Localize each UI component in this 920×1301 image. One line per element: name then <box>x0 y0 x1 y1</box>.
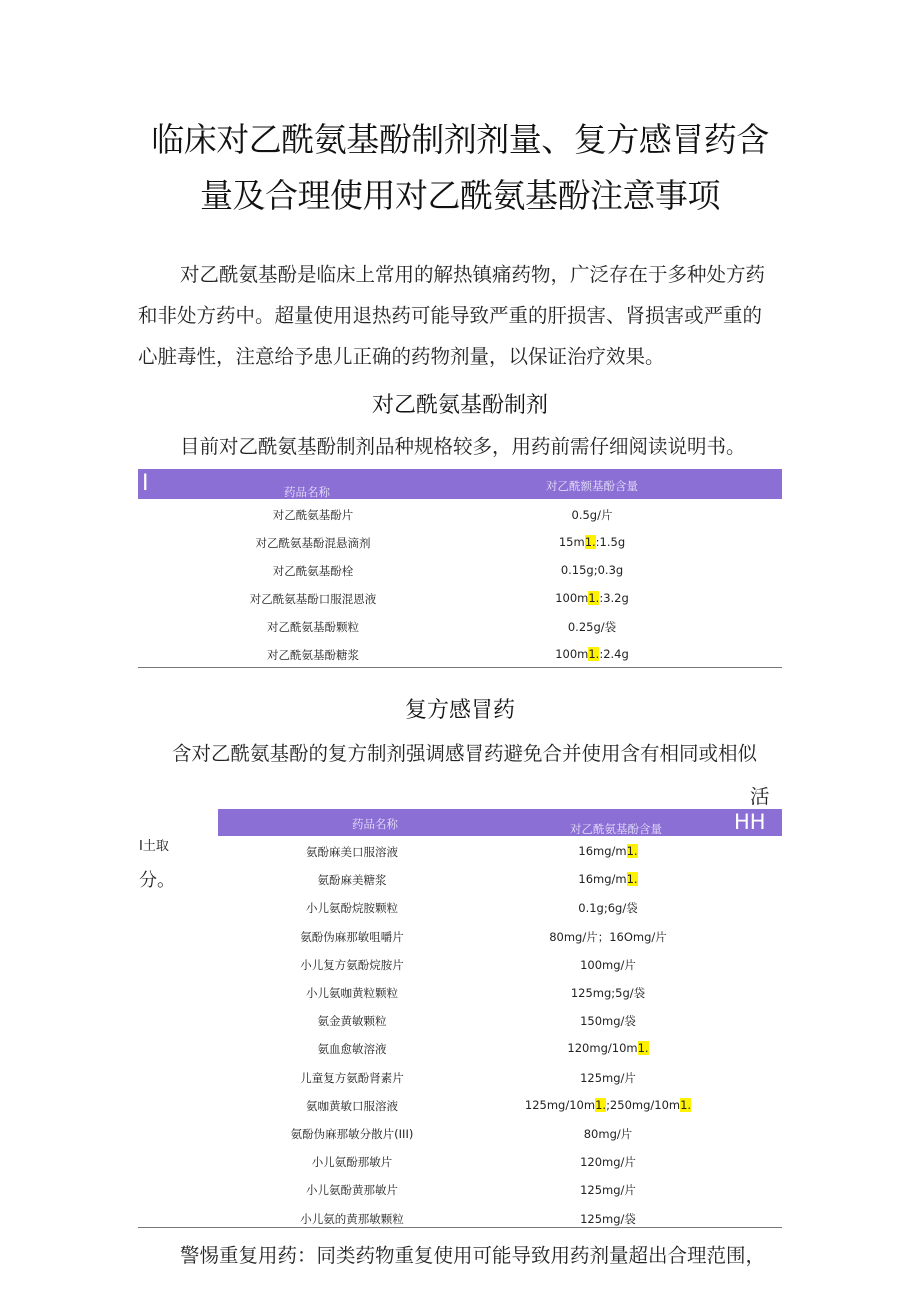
table-row-name: 氨酚伪麻那敏分散片(III) <box>290 1127 414 1141</box>
side-label-1: I土取 <box>139 839 169 854</box>
table2-header <box>218 809 782 836</box>
table-row-name: 小儿复方氨酚烷胺片 <box>300 957 404 972</box>
highlight-mark: 1. <box>626 872 638 887</box>
table-row-value: 0.15g;0.3g <box>560 563 624 577</box>
table2-col-extra-header: HH <box>734 810 766 834</box>
highlight-mark: 1. <box>680 1097 692 1112</box>
highlight-mark: 1. <box>584 535 596 549</box>
highlight-mark: 1. <box>626 844 638 858</box>
table1-header <box>138 469 782 499</box>
table-row-value: 0.25g/袋 <box>567 620 617 634</box>
table-row-value: 80mg/片 <box>583 1127 633 1141</box>
table-row-name: 小儿氨的黄那敏颗粒 <box>300 1211 404 1226</box>
table-row-name: 小儿氨咖黄粒颗粒 <box>306 986 398 1000</box>
table2-col-name-header: 药品名称 <box>352 817 398 831</box>
intro-line-3: 心脏毒性，注意给予患儿正确的药物剂量，以保证治疗效果。 <box>138 345 665 368</box>
table1-col-name-header: 药品名称 <box>284 485 330 499</box>
table-row-value: 0.5g/片 <box>571 508 613 522</box>
table-row-name: 氨酚麻美口服溶液 <box>306 845 398 859</box>
intro-line-1: 对乙酰氨基酚是临床上常用的解热镇痛药物，广泛存在于多种处方药 <box>180 263 766 286</box>
table-row-value: 125mg;5g/袋 <box>570 986 646 1000</box>
highlight-mark: 1. <box>588 591 600 605</box>
table-row-value: 16mg/m1. <box>578 872 638 887</box>
table-row-value: 125mg/10m1.;250mg/10m1. <box>524 1097 692 1112</box>
section-text-preparations: 目前对乙酰氨基酚制剂品种规格较多，用药前需仔细阅读说明书。 <box>180 435 746 458</box>
section-heading-compound-cold: 复方感冒药 <box>404 698 515 723</box>
intro-line-2: 和非处方药中。超量使用退热药可能导致严重的肝损害、肾损害或严重的 <box>138 304 763 327</box>
table1-bottom-rule <box>138 667 782 668</box>
section-text-tail: 活 <box>750 785 770 808</box>
table-row-value: 120mg/10m1. <box>567 1041 649 1056</box>
table-row-name: 小儿氨酚黄那敏片 <box>306 1183 398 1198</box>
table-row-value: 80mg/片；16Omg/片 <box>549 929 667 944</box>
table-row-name: 对乙酰氨基酚混悬滴剂 <box>255 536 371 550</box>
side-label-2: 分。 <box>139 870 175 891</box>
table-row-name: 氨酚伪麻那敏咀嚼片 <box>300 929 404 944</box>
table-row-name: 对乙酰氨基酚口服混恩液 <box>249 592 377 606</box>
table-row-name: 对乙酰氨基酚糖浆 <box>267 648 359 662</box>
page-title-line-2: 量及合理使用对乙酰氨基酚注意事项 <box>200 176 720 215</box>
table-row-value: 150mg/袋 <box>580 1014 636 1029</box>
table-row-name: 氨血愈敏溶液 <box>317 1042 387 1057</box>
table1-marker: I <box>142 471 149 496</box>
highlight-mark: 1. <box>588 647 600 661</box>
table-row-name: 小儿氨酚那敏片 <box>311 1155 393 1170</box>
table-row-value: 125mg/片 <box>580 1070 636 1085</box>
table1-col-content-header: 对乙酰额基酚含量 <box>546 479 638 493</box>
table-row-name: 对乙酰氨基酚颗粒 <box>267 620 359 634</box>
table-row-name: 氨金黄敏颗粒 <box>317 1014 387 1029</box>
table-row-name: 小儿氨酚烷胺颗粒 <box>306 901 398 916</box>
table-row-name: 儿童复方氨酚肾素片 <box>300 1070 404 1085</box>
section-text-compound-cold: 含对乙酰氨基酚的复方制剂强调感冒药避免合并使用含有相同或相似 <box>172 742 758 765</box>
table-row-value: 100mg/片 <box>580 957 636 972</box>
highlight-mark: 1. <box>637 1041 649 1056</box>
table-row-value: 0.1g;6g/袋 <box>578 901 638 916</box>
table-row-name: 对乙酰氨基酚栓 <box>272 564 354 578</box>
table-row-value: 16mg/m1. <box>578 844 638 858</box>
table2-bottom-rule <box>138 1227 782 1228</box>
table-row-value: 120mg/片 <box>580 1155 636 1170</box>
table-row-name: 氨酚麻美糖浆 <box>317 873 387 888</box>
table-row-name: 氨咖黄敏口服溶液 <box>306 1098 398 1113</box>
table-row-value: 125mg/袋 <box>580 1211 636 1226</box>
table-row-value: 100m1.:3.2g <box>555 591 629 605</box>
highlight-mark: 1. <box>595 1097 607 1112</box>
table-row-value: 125mg/片 <box>580 1183 636 1198</box>
table-row-value: 100m1.:2.4g <box>555 647 629 661</box>
closing-warning: 警惕重复用药：同类药物重复使用可能导致用药剂量超出合理范围， <box>180 1244 766 1267</box>
table-row-name: 对乙酰氨基酚片 <box>272 508 354 522</box>
table-row-value: 15m1.:1.5g <box>558 535 626 549</box>
section-heading-preparations: 对乙酰氨基酚制剂 <box>371 393 548 418</box>
page-title-line-1: 临床对乙酰氨基酚制剂剂量、复方感冒药含 <box>151 120 769 159</box>
table2-col-content-header: 对乙酰氨基酚含量 <box>570 822 662 836</box>
